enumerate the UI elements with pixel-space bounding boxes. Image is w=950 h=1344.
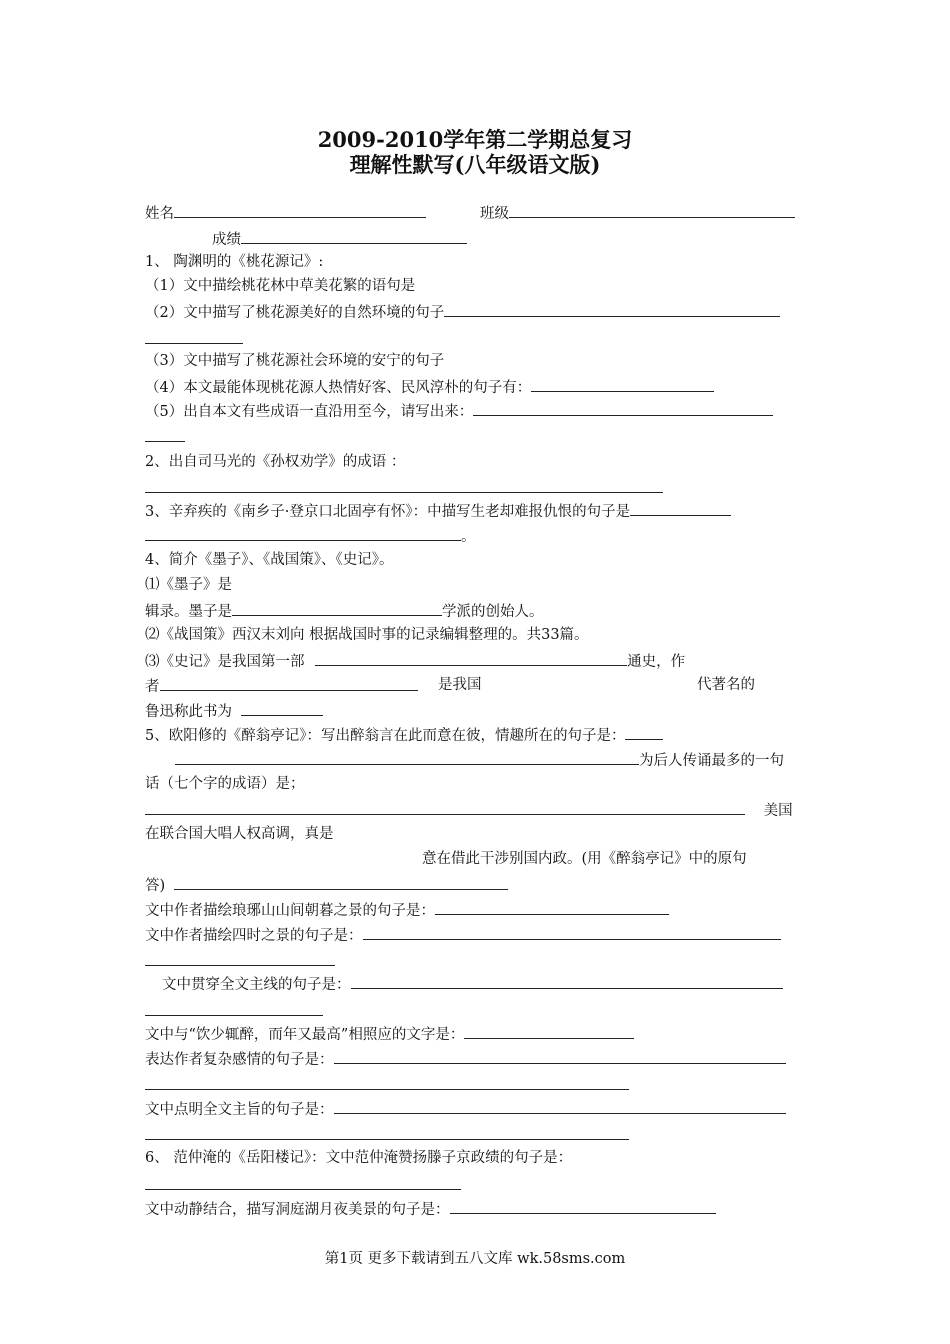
q4-item-3-mid: 是我国 [438,677,482,693]
q1-item-2-blank-cont[interactable] [145,343,243,344]
q1-item-4-blank[interactable] [531,376,714,392]
q5-line-11 [145,1023,634,1045]
page-footer: 第1页 更多下载请到五八文库 wk.58sms.com [324,1251,626,1267]
q6-line-2 [145,1198,716,1220]
q4-item-3-post2: 代著名的 [697,677,755,693]
q5-blank-6-cont[interactable] [145,1015,323,1016]
q5-blank-9-cont[interactable] [145,1139,629,1140]
q5-blank-4[interactable] [435,899,669,915]
name-field [145,202,426,224]
q4-item-3-post: 通史，作 [627,654,686,670]
q4-item-3-author-label: 者 [145,679,160,695]
q1-item-2 [145,301,780,323]
q4-item-2: ⑵《战国策》西汉末刘向 根据战国时事的记录编辑整理的。共33篇。 [145,627,589,643]
q5-line-9 [145,924,781,946]
q1-item-2-blank[interactable] [444,301,780,317]
q5-blank-1-cont[interactable] [175,749,639,765]
q4-item-1: ⑴《墨子》是 [145,577,232,593]
q5-line-7-text: 答) [145,878,166,894]
q5-line-6: 意在借此干涉别国内政。(用《醉翁亭记》中的原句 [422,851,747,867]
q5-line-12 [145,1048,786,1070]
q4-item-3-cont [145,675,418,697]
q5-line-4-text: 美国 [763,803,793,819]
q3-heading [145,500,731,522]
q4-item-1-post: 学派的创始人。 [442,604,544,620]
q5-blank-7[interactable] [464,1023,634,1039]
q2-heading: 2、出自司马光的《孙权劝学》的成语 ： [145,454,406,470]
score-field [212,228,467,250]
q5-line-2 [175,749,784,771]
q5-heading-text: 5、欧阳修的《醉翁亭记》：写出醉翁言在此而意在彼，情趣所在的句子是： [145,728,626,744]
q5-line-13 [145,1098,786,1120]
q1-item-5-blank[interactable] [473,400,773,416]
q5-blank-8[interactable] [334,1048,786,1064]
q4-item-3-praise-text: 鲁迅称此书为 [145,704,232,720]
q5-blank-6[interactable] [351,973,783,989]
class-blank[interactable] [509,202,795,218]
page-title-line-1: 2009-2010学年第二学期总复习 [317,127,633,152]
q5-line-3: 话（七个字的成语）是； [145,776,305,792]
q6-line-2-text: 文中动静结合，描写洞庭湖月夜美景的句子是： [145,1202,450,1218]
q5-line-7 [145,874,508,896]
q5-line-2-text: 为后人传诵最多的一句 [639,753,784,769]
q5-heading [145,724,663,746]
q5-blank-9[interactable] [334,1098,786,1114]
q5-line-4 [145,799,793,821]
q5-line-11-text: 文中与“饮少辄醉，而年又最高”相照应的文字是： [145,1027,465,1043]
q5-blank-5[interactable] [363,924,781,940]
q5-line-5: 在联合国大唱人权高调，真是 [145,826,334,842]
q6-heading: 6、 范仲淹的《岳阳楼记》：文中范仲淹赞扬滕子京政绩的句子是： [145,1150,573,1166]
q5-line-8 [145,899,669,921]
q4-item-1-cont [145,600,544,622]
q4-item-3-praise [145,700,323,722]
q4-item-3-blank[interactable] [315,650,627,666]
q5-line-12-text: 表达作者复杂感情的句子是： [145,1052,334,1068]
q5-blank-2[interactable] [145,799,745,815]
q5-blank-8-cont[interactable] [145,1089,629,1090]
q3-blank-cont[interactable] [145,525,461,541]
q5-line-13-text: 文中点明全文主旨的句子是： [145,1102,334,1118]
q4-item-1-blank[interactable] [232,600,442,616]
q3-line-2 [145,525,476,547]
q4-item-3-author-blank[interactable] [160,675,418,691]
q5-line-10 [162,973,783,995]
q1-item-5-text: （5）出自本文有些成语一直沿用至今，请写出来： [145,404,474,420]
q1-item-2-text: （2）文中描写了桃花源美好的自然环境的句子 [145,305,445,321]
q1-heading: 1、 陶渊明的《桃花源记》: [145,254,324,270]
q5-blank-3[interactable] [174,874,508,890]
q3-blank[interactable] [630,500,731,516]
score-blank[interactable] [241,228,467,244]
class-field [480,202,795,224]
q4-item-3-praise-blank[interactable] [241,700,323,716]
q4-item-1-pre: 辑录。墨子是 [145,604,232,620]
name-label: 姓名 [145,206,174,222]
q1-item-1: （1）文中描绘桃花林中草美花繁的语句是 [145,278,416,294]
q3-text: 3、辛弃疾的《南乡子·登京口北固亭有怀》：中描写生老却难报仇恨的句子是 [145,504,631,520]
name-blank[interactable] [174,202,426,218]
q4-item-3-pre: ⑶《史记》是我国第一部 [145,654,305,670]
q4-heading: 4、简介《墨子》、《战国策》、《史记》。 [145,552,394,568]
q5-line-9-text: 文中作者描绘四时之景的句子是： [145,928,363,944]
q5-blank-1[interactable] [625,724,663,740]
page-title-line-2: 理解性默写(八年级语文版) [349,152,601,177]
q3-end: 。 [461,529,476,545]
q6-blank-2[interactable] [450,1198,716,1214]
q2-blank[interactable] [145,492,663,493]
q1-item-5-blank-cont[interactable] [145,441,185,442]
score-label: 成绩 [212,232,241,248]
q5-line-10-text: 文中贯穿全文主线的句子是： [162,977,351,993]
q1-item-3: （3）文中描写了桃花源社会环境的安宁的句子 [145,353,445,369]
q5-line-8-text: 文中作者描绘琅琊山山间朝暮之景的句子是： [145,903,435,919]
q6-blank-1[interactable] [145,1189,461,1190]
class-label: 班级 [480,206,509,222]
q5-blank-5-cont[interactable] [145,965,335,966]
q1-item-5 [145,400,773,422]
q1-item-4-text: （4）本文最能体现桃花源人热情好客、民风淳朴的句子有： [145,380,532,396]
q4-item-3 [145,650,685,672]
q1-item-4 [145,376,714,398]
